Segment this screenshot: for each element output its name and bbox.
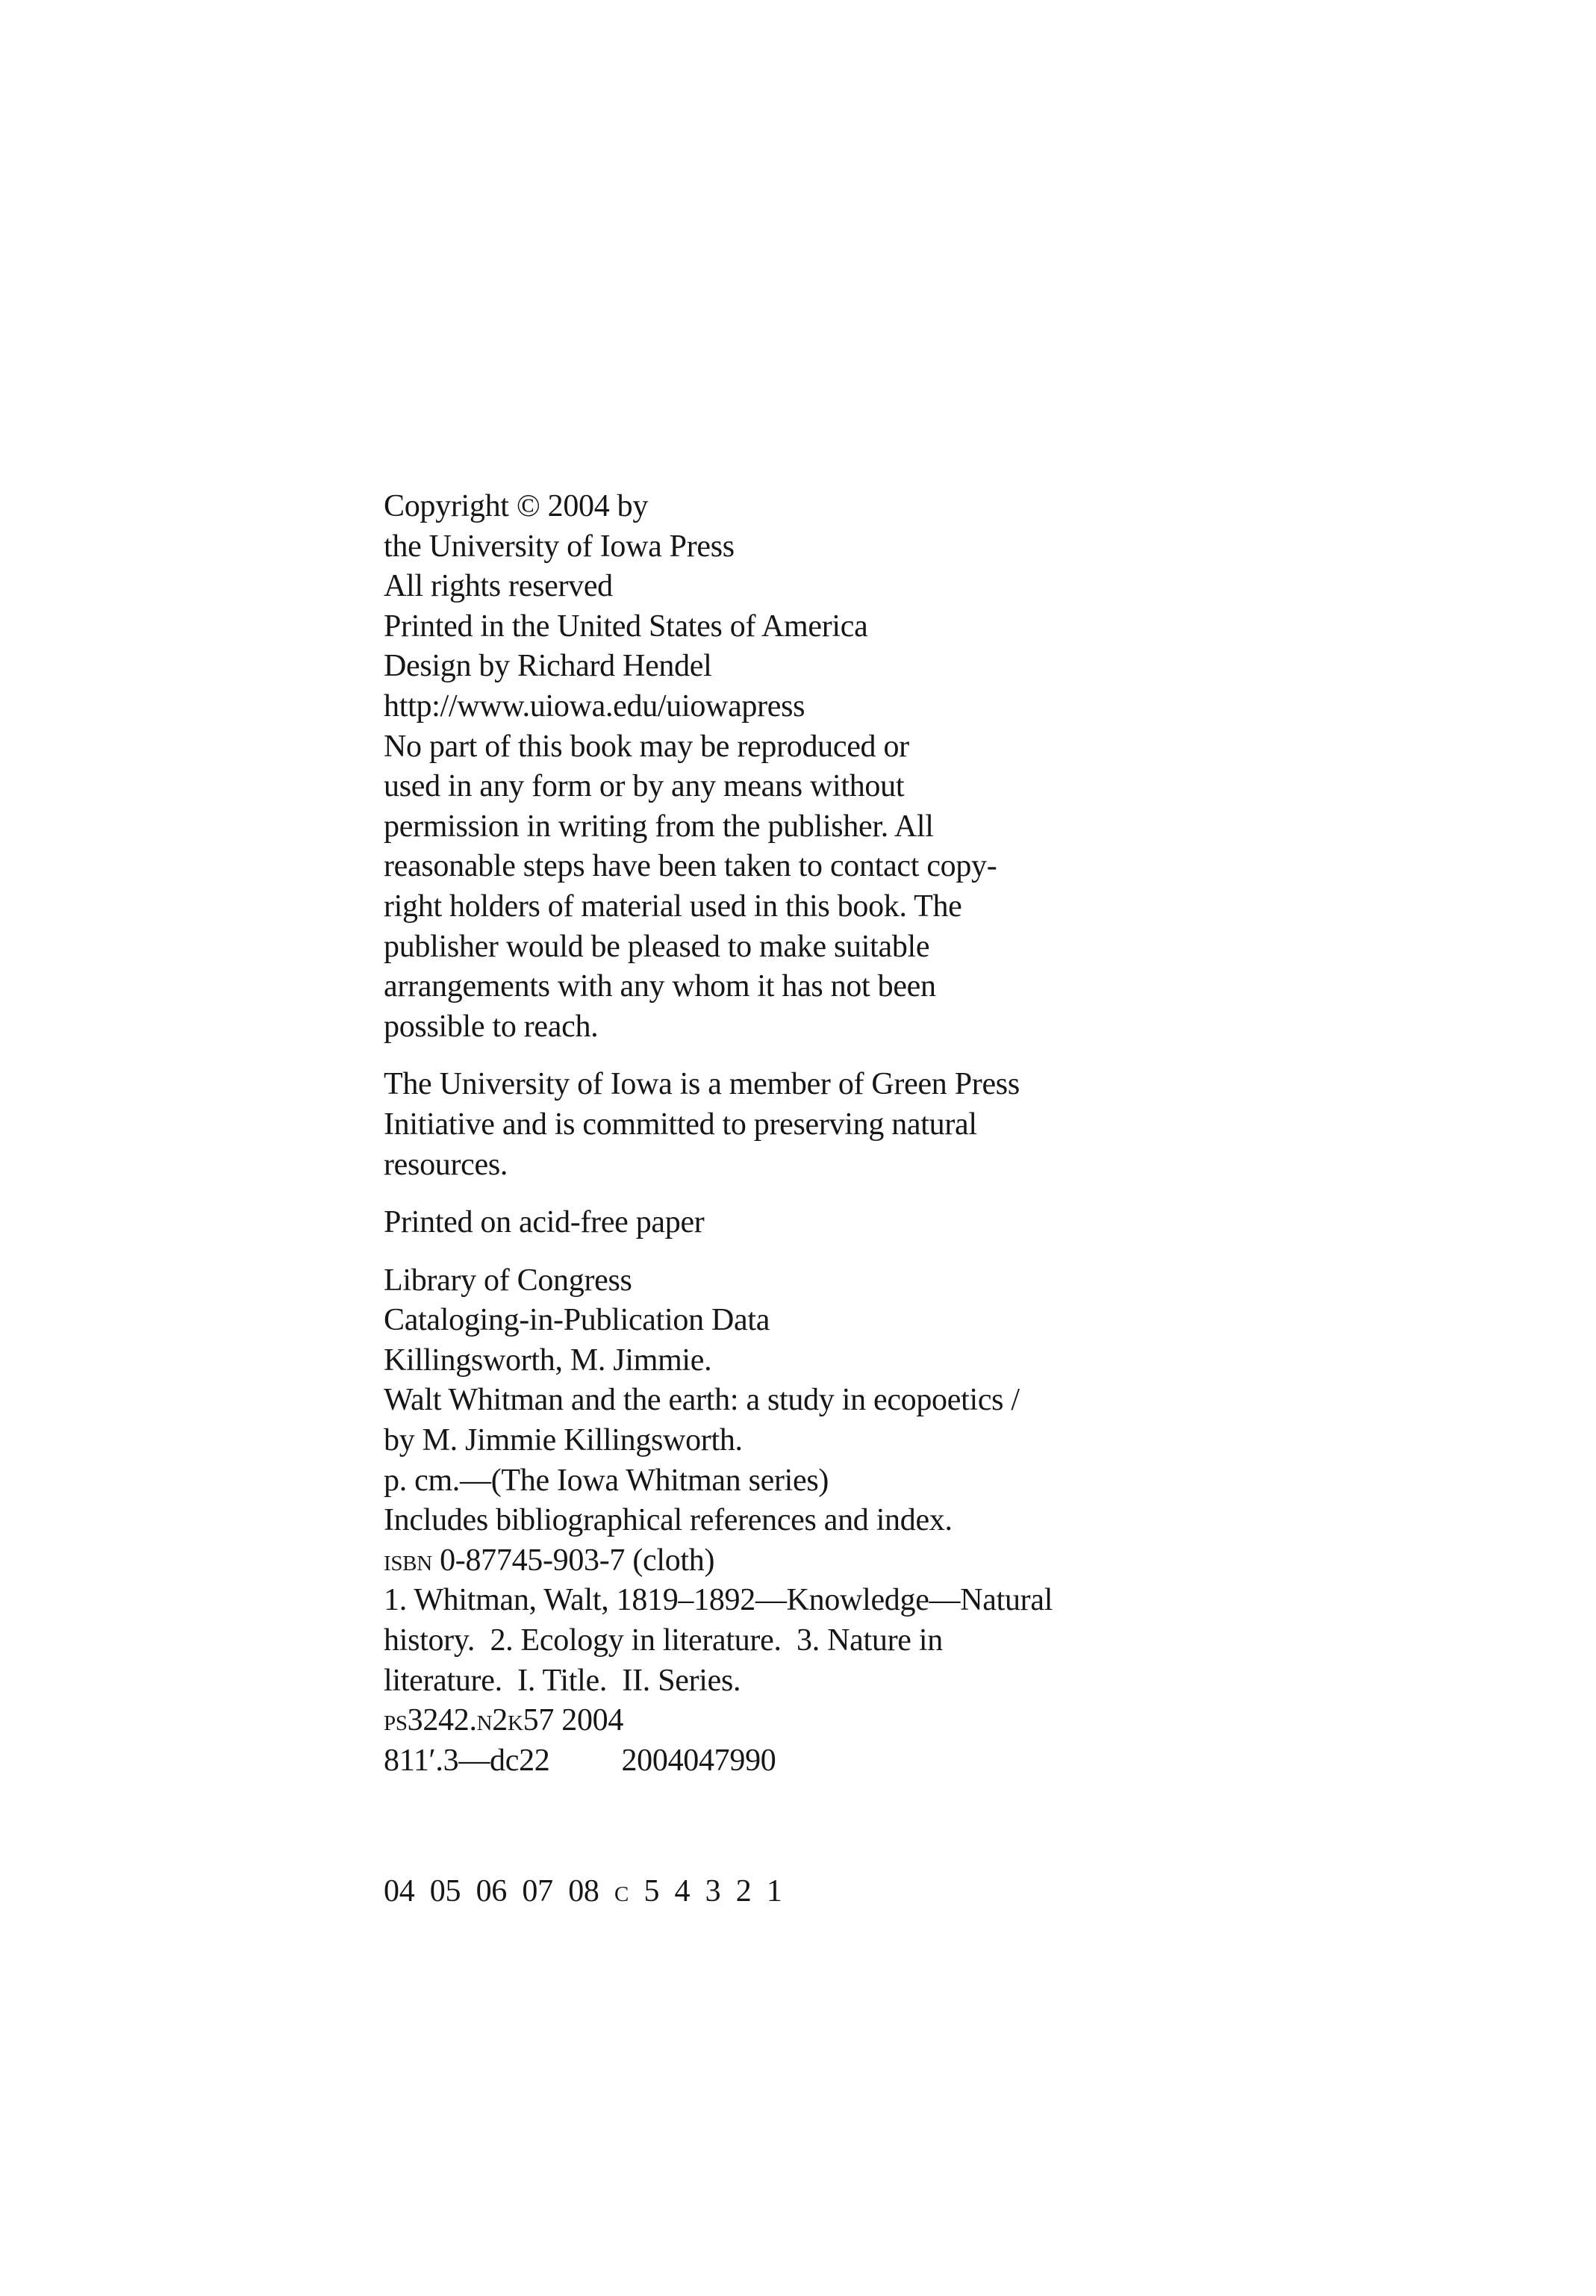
loc-call-number-line: ps3242.n2k57 2004 <box>384 1703 624 1738</box>
book-title-line: Walt Whitman and the earth: a study in ecopoetics / <box>384 1383 1020 1418</box>
text-line: the University of Iowa Press <box>384 529 735 564</box>
text-line: Includes bibliographical references and index. <box>384 1503 953 1538</box>
text-line: Library of Congress <box>384 1263 632 1298</box>
text-line: Cataloging-in-Publication Data <box>384 1303 770 1338</box>
colophon-text-block <box>384 487 1279 1912</box>
text-line: Printed in the United States of America <box>384 609 868 644</box>
subject-heading-line: 1. Whitman, Walt, 1819–1892—Knowledge—Natural <box>384 1583 1053 1618</box>
dewey-number: 811′.3—dc22 <box>384 1743 550 1778</box>
isbn-line <box>384 1541 1279 1581</box>
text-line: Printed on acid-free paper <box>384 1205 705 1240</box>
copyright-paragraph <box>384 487 1279 1047</box>
text-line: arrangements with any whom it has not been <box>384 969 936 1004</box>
text-line: Killingsworth, M. Jimmie. <box>384 1343 712 1378</box>
acid-free-paper-paragraph <box>384 1203 1279 1243</box>
text-line: Initiative and is committed to preserving natural <box>384 1107 977 1142</box>
text-line: The University of Iowa is a member of Green Press <box>384 1067 1020 1102</box>
dewey-lccn-line <box>384 1741 1279 1782</box>
text-line: Copyright © 2004 by <box>384 489 649 523</box>
text-line: reasonable steps have been taken to contact copy- <box>384 849 997 884</box>
text-line: Design by Richard Hendel <box>384 649 712 684</box>
isbn-label: isbn <box>384 1543 440 1578</box>
green-press-paragraph <box>384 1065 1279 1185</box>
text-line: permission in writing from the publisher. All <box>384 809 934 844</box>
isbn-value: 0-87745-903-7 (cloth) <box>440 1543 715 1578</box>
lccn-number: 2004047990 <box>621 1743 776 1778</box>
text-line: No part of this book may be reproduced or <box>384 729 909 764</box>
subject-heading-line: literature. I. Title. II. Series. <box>384 1663 741 1698</box>
text-line: by M. Jimmie Killingsworth. <box>384 1423 743 1458</box>
text-line: p. cm.—(The Iowa Whitman series) <box>384 1463 829 1498</box>
printing-numbers-paragraph <box>384 1872 1279 1912</box>
text-line: All rights reserved <box>384 569 613 604</box>
text-line: publisher would be pleased to make suitable <box>384 929 930 964</box>
text-line: possible to reach. <box>384 1009 599 1044</box>
text-line: used in any form or by any means without <box>384 769 905 804</box>
text-line: resources. <box>384 1147 508 1182</box>
impression-line: 04 05 06 07 08 c 5 4 3 2 1 <box>384 1874 782 1909</box>
cataloging-in-publication-paragraph <box>384 1261 1279 1782</box>
text-line: right holders of material used in this book. The <box>384 889 962 924</box>
publisher-url-text: http://www.uiowa.edu/uiowapress <box>384 688 805 724</box>
subject-heading-line: history. 2. Ecology in literature. 3. Nature in <box>384 1623 943 1658</box>
